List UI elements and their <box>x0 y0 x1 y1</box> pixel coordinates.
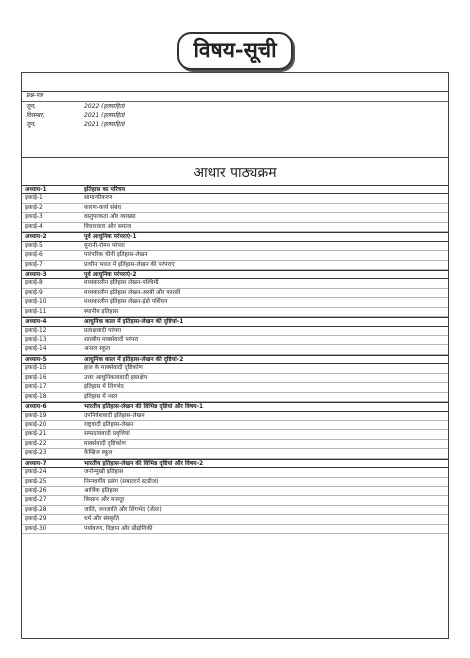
unit-row <box>22 496 448 505</box>
unit-title: उत्तर आधुनिकतावादी हस्तक्षेप <box>84 374 148 381</box>
unit-label: इकाई-7 <box>25 261 43 268</box>
paper-month: जून, <box>26 103 36 110</box>
unit-row <box>22 478 448 487</box>
unit-title: इतिहास में लिंगभेद <box>84 384 124 391</box>
chapter-title: आधुनिक काल में इतिहास-लेखन की दृष्टियां-1 <box>84 319 184 326</box>
unit-row <box>22 468 448 477</box>
unit-row <box>22 279 448 288</box>
unit-label: इकाई-26 <box>25 488 47 494</box>
unit-row <box>22 223 448 232</box>
unit-title: धर्म और संस्कृति <box>84 516 120 523</box>
unit-row <box>22 289 448 298</box>
unit-label: इकाई-10 <box>25 299 47 306</box>
paper-year: 2021 (हलसहित) <box>84 121 126 128</box>
unit-row <box>22 430 448 439</box>
unit-label: इकाई-4 <box>25 223 43 230</box>
unit-title: किसान और मजदूर <box>84 497 125 504</box>
papers-heading: प्रश्न-पत्र <box>22 91 448 102</box>
unit-row <box>22 242 448 251</box>
unit-title: यूनानी-रोमन परंपरा <box>84 242 125 249</box>
unit-label: इकाई-9 <box>25 289 43 296</box>
unit-label: इकाई-16 <box>25 374 47 381</box>
unit-title: प्राचीन भारत में इतिहास-लेखन की परंपराएं <box>84 261 175 268</box>
chapter-title: भारतीय इतिहास-लेखन की विभिन्न दृष्टियां और विषय-1 <box>84 404 204 411</box>
chapter-row <box>22 317 448 326</box>
unit-title: उपनिवेशवादी इतिहास-लेखन <box>84 412 145 419</box>
unit-label: इकाई-11 <box>25 308 47 315</box>
unit-title: पारंपरिक चीनी इतिहास-लेखन <box>84 252 148 259</box>
syllabus-title: आधार पाठ्यक्रम <box>193 165 277 181</box>
chapter-label: अध्याय-5 <box>25 356 47 363</box>
unit-title: कैम्ब्रिज स्कूल <box>84 450 113 457</box>
unit-title: मध्यकालीन इतिहास लेखन-अरबी और फारसी <box>84 289 181 296</box>
unit-row <box>22 251 448 260</box>
unit-label: इकाई-28 <box>25 506 47 513</box>
unit-row <box>22 194 448 203</box>
unit-row <box>22 364 448 373</box>
unit-label: इकाई-27 <box>25 497 47 504</box>
unit-label: इकाई-6 <box>25 252 43 259</box>
unit-label: इकाई-1 <box>25 195 43 202</box>
question-papers-section <box>22 91 448 129</box>
unit-row <box>22 449 448 458</box>
chapter-row <box>22 232 448 241</box>
unit-row <box>22 487 448 496</box>
unit-row <box>22 374 448 383</box>
unit-label: इकाई-15 <box>25 365 47 372</box>
syllabus-table <box>22 185 448 534</box>
unit-row <box>22 336 448 345</box>
top-band <box>22 73 448 92</box>
chapter-label: अध्याय-1 <box>25 187 47 193</box>
unit-title: जनोन्मुखी इतिहास <box>84 469 124 476</box>
paper-month: जून, <box>26 121 36 128</box>
unit-label: इकाई-19 <box>25 412 47 419</box>
unit-label: इकाई-24 <box>25 469 47 476</box>
section-divider <box>22 157 448 158</box>
unit-label: इकाई-18 <box>25 393 47 400</box>
paper-year: 2022 (हलसहित) <box>84 103 126 110</box>
chapter-label: अध्याय-4 <box>25 319 47 326</box>
unit-title: वस्तुपरकता और व्याख्या <box>84 214 136 221</box>
unit-row <box>22 421 448 430</box>
unit-row <box>22 298 448 307</box>
chapter-row <box>22 459 448 468</box>
unit-label: इकाई-29 <box>25 516 47 523</box>
unit-title: सम्प्रदायवादी प्रवृत्तियां <box>84 431 130 438</box>
unit-label: इकाई-13 <box>25 337 47 343</box>
unit-title: प्रत्यक्षवादी परंपरा <box>84 327 122 334</box>
unit-title: निम्नवर्गीय प्रसंग (सबाल्टर्न स्टडीज) <box>84 478 159 485</box>
paper-row <box>22 111 448 120</box>
unit-row <box>22 440 448 449</box>
unit-title: अनाल स्कूल <box>84 346 110 353</box>
unit-row <box>22 393 448 402</box>
paper-row <box>22 120 448 129</box>
unit-row <box>22 204 448 213</box>
unit-row <box>22 261 448 270</box>
chapter-title: पूर्व आधुनिक परंपराएं-1 <box>84 234 137 241</box>
unit-label: इकाई-12 <box>25 327 47 334</box>
unit-label: इकाई-23 <box>25 450 47 457</box>
unit-label: इकाई-21 <box>25 431 47 438</box>
unit-row <box>22 525 448 534</box>
unit-row <box>22 412 448 421</box>
chapter-row <box>22 402 448 411</box>
unit-title: कारण-कार्य संबंध <box>84 204 122 211</box>
unit-row <box>22 308 448 317</box>
unit-label: इकाई-25 <box>25 478 47 485</box>
unit-row <box>22 345 448 354</box>
chapter-title: भारतीय इतिहास-लेखन की विभिन्न दृष्टियां और विषय-2 <box>84 460 204 467</box>
contents-frame <box>21 72 449 639</box>
unit-title: जाति, जनजाति और लिंगभेद (जेंडर) <box>84 506 162 513</box>
unit-label: इकाई-3 <box>25 214 43 221</box>
chapter-label: अध्याय-2 <box>25 234 47 241</box>
unit-row <box>22 383 448 392</box>
chapter-title: इतिहास का परिचय <box>84 187 126 193</box>
page-title-wrap <box>0 32 470 70</box>
paper-year: 2021 (हलसहित) <box>84 112 126 119</box>
chapter-label: अध्याय-7 <box>25 460 47 467</box>
unit-label: इकाई-22 <box>25 440 47 447</box>
unit-title: सामान्यीकरण <box>84 195 113 202</box>
unit-label: इकाई-30 <box>25 525 47 532</box>
unit-row <box>22 506 448 515</box>
page-title: विषय-सूची <box>177 32 292 70</box>
chapter-label: अध्याय-6 <box>25 404 47 411</box>
unit-title: पर्यावरण, विज्ञान और प्रौद्योगिकी <box>84 525 153 532</box>
unit-title: मार्क्सवादी दृष्टिकोण <box>84 440 126 447</box>
unit-title: मध्यकालीन इतिहास लेखन-इंडो पर्शियन <box>84 299 168 306</box>
unit-label: इकाई-8 <box>25 280 43 287</box>
unit-row <box>22 213 448 222</box>
chapter-row <box>22 355 448 364</box>
chapter-title: आधुनिक काल में इतिहास-लेखन की दृष्टियां-2 <box>84 356 184 363</box>
paper-row <box>22 102 448 111</box>
unit-title: मध्यकालीन इतिहास लेखन-पश्चिमी <box>84 280 159 287</box>
chapter-label: अध्याय-3 <box>25 271 47 278</box>
paper-month: दिसम्बर, <box>26 112 45 119</box>
unit-title: इतिहास में नस्ल <box>84 393 118 400</box>
unit-label: इकाई-14 <box>25 346 47 353</box>
chapter-row <box>22 270 448 279</box>
chapter-row <box>22 185 448 194</box>
unit-title: विचारधारा और समाज <box>84 223 132 230</box>
unit-label: इकाई-2 <box>25 204 43 211</box>
unit-label: इकाई-5 <box>25 242 43 249</box>
unit-title: राष्ट्रवादी इतिहास-लेखन <box>84 421 134 428</box>
unit-row <box>22 515 448 524</box>
unit-title: हाल के मार्क्सवादी दृष्टिकोण <box>84 365 143 372</box>
unit-title: शास्त्रीय मार्क्सवादी परंपरा <box>84 337 139 343</box>
unit-label: इकाई-17 <box>25 384 47 391</box>
unit-title: स्थानीय इतिहास <box>84 308 118 315</box>
unit-title: आर्थिक इतिहास <box>84 488 119 494</box>
unit-row <box>22 327 448 336</box>
chapter-title: पूर्व आधुनिक परंपराएं-2 <box>84 271 137 278</box>
unit-label: इकाई-20 <box>25 421 47 428</box>
